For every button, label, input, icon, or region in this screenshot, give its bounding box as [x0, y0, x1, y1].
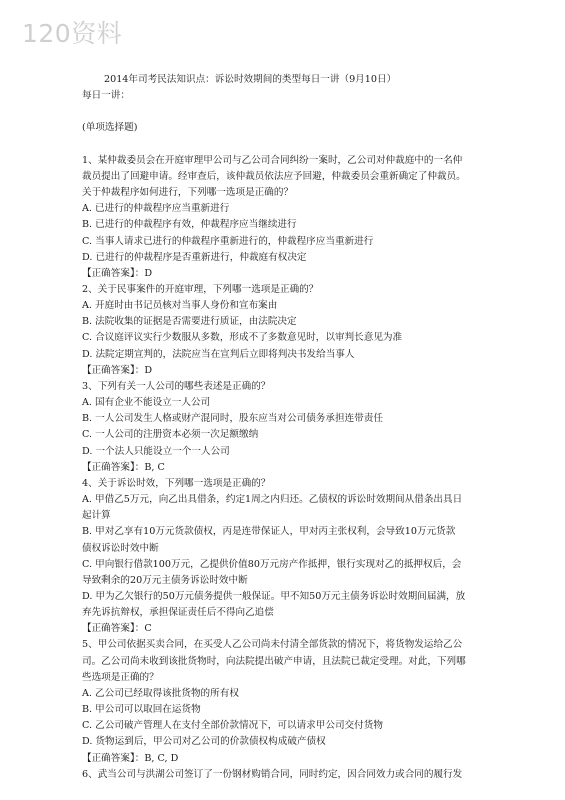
spacer: [82, 104, 502, 120]
option-line: D. 货物运到后，甲公司对乙公司的价款债权构成破产债权: [82, 736, 326, 748]
option-line: A. 甲借乙5万元，向乙出具借条，约定1周之内归还。乙债权的诉讼时效期间从借条出具日: [82, 494, 463, 506]
option-line: C. 甲向银行借款100万元，乙提供价值80万元房产作抵押，银行实现对乙的抵押权后，会: [82, 558, 462, 570]
question-line: 1、某仲裁委员会在开庭审理甲公司与乙公司合同纠纷一案时，乙公司对仲裁庭中的一名仲: [82, 154, 463, 166]
answer-line: 【正确答案】：C: [82, 623, 152, 635]
document-title: 2014年司考民法知识点：诉讼时效期间的类型每日一讲（9月10日）: [104, 74, 397, 85]
spacer: [82, 137, 502, 153]
option-line: B. 甲对乙享有10万元货款债权，丙是连带保证人，甲对丙主张权利，会导致10万元货款: [82, 526, 456, 538]
text-line: 裁员提出了回避申请。经审查后，该仲裁员依法应予回避，仲裁委员会重新确定了仲裁员。: [82, 170, 466, 182]
answer-line: 【正确答案】：B, C: [82, 461, 165, 473]
option-line: C. 合议庭评议实行少数服从多数，形成不了多数意见时，以审判长意见为准: [82, 332, 403, 344]
text-line: 弃先诉抗辩权，承担保证责任后不得向乙追偿: [82, 607, 274, 619]
option-line: B. 已进行的仲裁程序有效，仲裁程序应当继续进行: [82, 219, 297, 231]
document-body: [82, 72, 502, 783]
text-line: 关于仲裁程序如何进行，下列哪一选项是正确的？: [82, 187, 294, 199]
section-label: (单项选择题): [82, 122, 138, 134]
text-line: 导致剩余的20万元主债务诉讼时效中断: [82, 574, 248, 586]
option-line: A. 国有企业不能设立一人公司: [82, 397, 211, 409]
text-line: 债权诉讼时效中断: [82, 542, 159, 554]
text-line: 司。乙公司尚未收到该批货物时，向法院提出破产申请，且法院已裁定受理。对此，下列哪: [82, 655, 466, 667]
option-line: B. 一人公司发生人格或财产混同时，股东应当对公司债务承担连带责任: [82, 413, 383, 425]
option-line: C. 一人公司的注册资本必须一次足额缴纳: [82, 429, 259, 441]
text-line: 起计算: [82, 510, 111, 522]
option-line: D. 已进行的仲裁程序是否重新进行，仲裁庭有权决定: [82, 251, 307, 263]
option-line: D. 法院定期宣判的，法院应当在宣判后立即将判决书发给当事人: [82, 348, 355, 360]
option-line: C. 乙公司破产管理人在支付全部价款情况下，可以请求甲公司交付货物: [82, 720, 383, 732]
question-list: [82, 153, 502, 783]
answer-line: 【正确答案】：D: [82, 267, 153, 279]
option-line: D. 一个法人只能设立一个一人公司: [82, 445, 230, 457]
option-line: D. 甲为乙欠银行的50万元债务提供一般保证。甲不知50万元主债务诉讼时效期间届满，放: [82, 590, 466, 602]
question-line: 5、甲公司依据买卖合同，在买受人乙公司尚未付清全部货款的情况下，将货物发运给乙公: [82, 639, 463, 651]
answer-line: 【正确答案】：B, C, D: [82, 752, 179, 764]
question-line: 6、武当公司与洪湖公司签订了一份钢材购销合同，同时约定，因合同效力或合同的履行发: [82, 768, 463, 780]
option-line: A. 开庭时由书记员核对当事人身份和宣布案由: [82, 300, 278, 312]
option-line: A. 已进行的仲裁程序应当重新进行: [82, 203, 230, 215]
option-line: B. 甲公司可以取回在运货物: [82, 704, 201, 716]
watermark-logo: 120资料: [22, 19, 123, 48]
option-line: B. 法院收集的证据是否需要进行质证，由法院决定: [82, 316, 297, 328]
question-line: 4、关于诉讼时效，下列哪一选项是正确的？: [82, 477, 271, 489]
option-line: C. 当事人请求已进行的仲裁程序重新进行的，仲裁程序应当重新进行: [82, 235, 374, 247]
option-line: A. 乙公司已经取得该批货物的所有权: [82, 687, 239, 699]
subheading: 每日一讲：: [82, 90, 130, 102]
question-line: 3、下列有关一人公司的哪些表述是正确的？: [82, 380, 271, 392]
question-line: 2、关于民事案件的开庭审理，下列哪一选项是正确的？: [82, 284, 319, 295]
answer-line: 【正确答案】：D: [82, 364, 153, 376]
text-line: 些选项是正确的？: [82, 671, 159, 683]
